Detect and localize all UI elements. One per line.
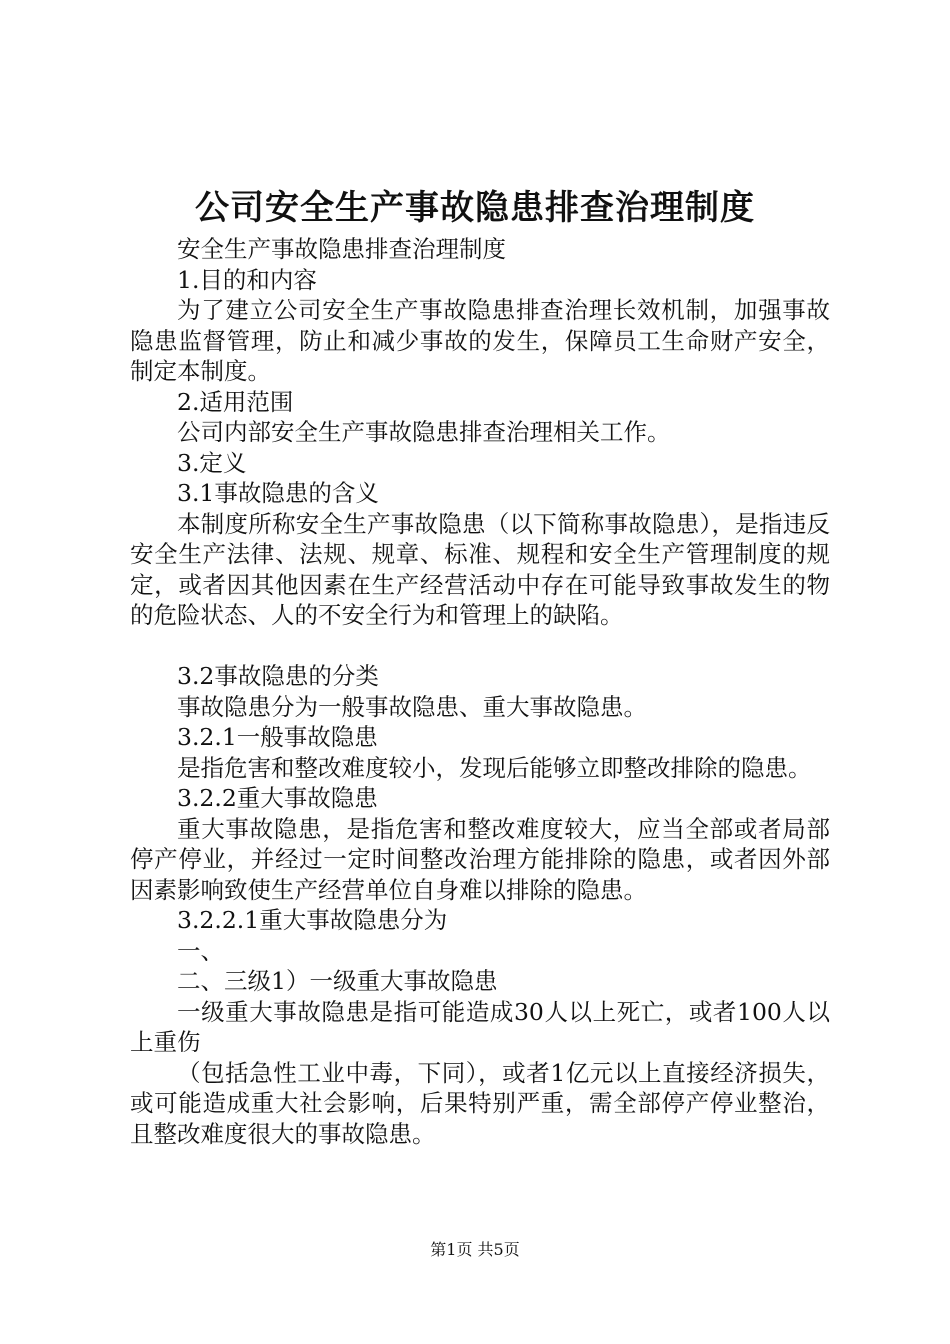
- paragraph: 是指危害和整改难度较小，发现后能够立即整改排除的隐患。: [177, 753, 812, 782]
- paragraph: 事故隐患分为一般事故隐患、重大事故隐患。: [177, 692, 647, 721]
- section-heading: 3.1事故隐患的含义: [177, 479, 379, 507]
- paragraph: 安全生产事故隐患排查治理制度: [177, 235, 506, 263]
- paragraph: 二、三级1）一级重大事故隐患: [177, 967, 498, 995]
- section-heading: 2.适用范围: [177, 387, 294, 416]
- section-heading: 3.定义: [177, 448, 247, 477]
- section-heading: 3.2.2.1重大事故隐患分为: [177, 906, 448, 934]
- section-heading: 3.2.1一般事故隐患: [177, 723, 378, 751]
- section-heading: 3.2.2重大事故隐患: [177, 784, 378, 812]
- document-title: 公司安全生产事故隐患排查治理制度: [195, 188, 755, 228]
- paragraph: 为了建立公司安全生产事故隐患排查治理长效机制，加强事故隐患监督管理，防止和减少事故的发生，保障员工生命财产安全，制定本制度。: [130, 296, 830, 385]
- paragraph: 重大事故隐患，是指危害和整改难度较大，应当全部或者局部停产停业，并经过一定时间整改治理方能排除的隐患，或者因外部因素影响致使生产经营单位自身难以排除的隐患。: [130, 814, 830, 904]
- section-heading: 3.2事故隐患的分类: [177, 662, 379, 690]
- paragraph: 公司内部安全生产事故隐患排查治理相关工作。: [177, 418, 671, 446]
- paragraph: 一级重大事故隐患是指可能造成30人以上死亡，或者100人以上重伤: [130, 997, 830, 1056]
- document-body: [130, 234, 830, 1149]
- paragraph: 一、: [177, 936, 224, 965]
- page-footer: 第1页 共5页: [430, 1240, 520, 1259]
- paragraph: 本制度所称安全生产事故隐患（以下简称事故隐患），是指违反安全生产法律、法规、规章、标准、规程和安全生产管理制度的规定，或者因其他因素在生产经营活动中存在可能导致事故发生的物的危险状态、人的不安全行为和管理上的缺陷。: [130, 509, 830, 629]
- section-heading: 1.目的和内容: [177, 265, 317, 294]
- paragraph: （包括急性工业中毒，下同），或者1亿元以上直接经济损失，或可能造成重大社会影响，后果特别严重，需全部停产停业整治，且整改难度很大的事故隐患。: [130, 1058, 830, 1148]
